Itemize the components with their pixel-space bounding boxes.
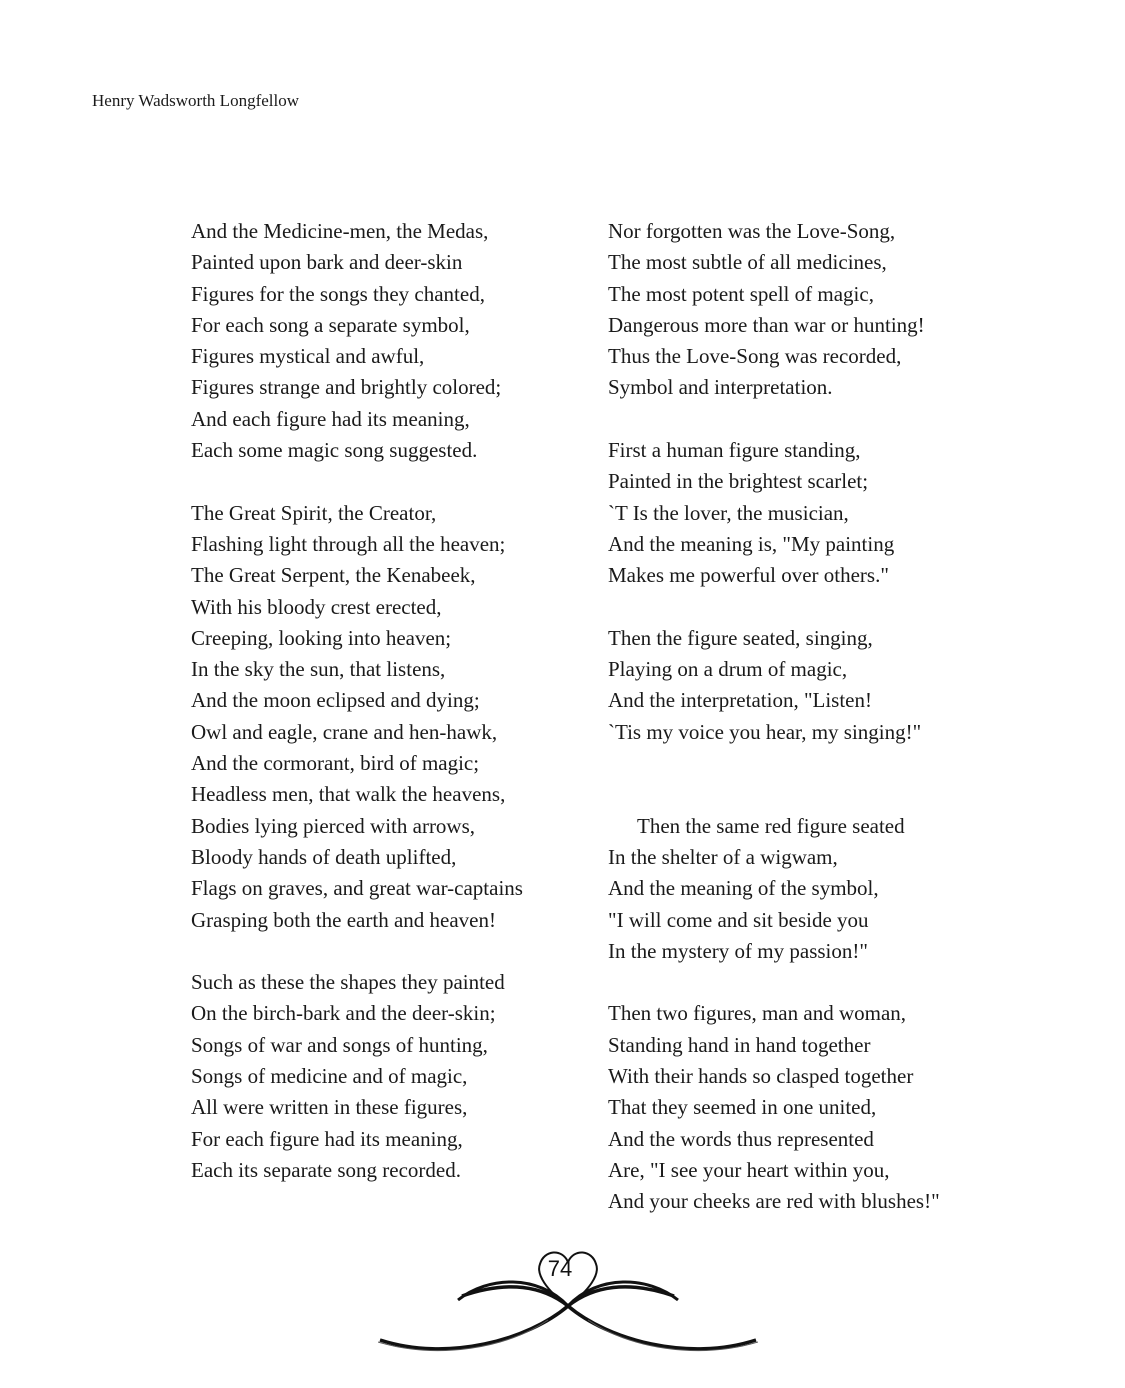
poem-line: Flags on graves, and great war-captains — [191, 876, 523, 901]
poem-line: Are, "I see your heart within you, — [608, 1157, 890, 1182]
poem-line: And the cormorant, bird of magic; — [191, 751, 480, 776]
poem-line: Makes me powerful over others." — [608, 563, 889, 588]
poem-line: `Tis my voice you hear, my singing!" — [608, 719, 922, 744]
poem-column-right — [608, 216, 1028, 1218]
poem-line: For each song a separate symbol, — [191, 312, 470, 337]
poem-line: And the meaning of the symbol, — [608, 876, 879, 901]
poem-line: Grasping both the earth and heaven! — [191, 907, 496, 932]
stanza — [608, 216, 1028, 404]
poem-line: And the Medicine-men, the Medas, — [191, 219, 489, 243]
poem-line: Then two figures, man and woman, — [608, 1001, 907, 1026]
poem-line: And the interpretation, "Listen! — [608, 688, 872, 713]
poem-line: Figures mystical and awful, — [191, 344, 425, 369]
poem-line: With their hands so clasped together — [608, 1064, 914, 1089]
poem-line: On the birch-bark and the deer-skin; — [191, 1001, 496, 1026]
poem-line: Painted upon bark and deer-skin — [191, 250, 463, 275]
stanza — [608, 998, 1028, 1217]
page-number: 74 — [547, 1256, 573, 1281]
poem-line: Owl and eagle, crane and hen-hawk, — [191, 719, 498, 744]
poem-line: That they seemed in one united, — [608, 1095, 877, 1120]
poem-line: Thus the Love-Song was recorded, — [608, 344, 902, 369]
poem-line: Bodies lying pierced with arrows, — [191, 813, 476, 838]
poem-line: All were written in these figures, — [191, 1095, 468, 1120]
poem-line: In the sky the sun, that listens, — [191, 657, 446, 682]
poem-line: And the meaning is, "My painting — [608, 531, 895, 556]
poem-line: First a human figure standing, — [608, 438, 861, 463]
poem-line: Symbol and interpretation. — [608, 375, 833, 400]
poem-line: And the moon eclipsed and dying; — [191, 688, 480, 713]
poem-line: For each figure had its meaning, — [191, 1126, 463, 1151]
poem-line: Figures strange and brightly colored; — [191, 375, 502, 400]
poem-line: The most subtle of all medicines, — [608, 250, 887, 275]
stanza — [608, 811, 1028, 967]
poem-line: "I will come and sit beside you — [608, 907, 869, 932]
poem-line: Each some magic song suggested. — [191, 438, 478, 463]
poem-line: And your cheeks are red with blushes!" — [608, 1189, 940, 1214]
poem-line: Playing on a drum of magic, — [608, 657, 848, 682]
poem-line: The Great Serpent, the Kenabeek, — [191, 563, 476, 588]
poem-line: `T Is the lover, the musician, — [608, 500, 849, 525]
poem-line: Then the same red figure seated — [637, 813, 905, 838]
poem-line: Bloody hands of death uplifted, — [191, 844, 457, 869]
poem-line: The Great Spirit, the Creator, — [191, 500, 437, 525]
poem-line: Flashing light through all the heaven; — [191, 531, 506, 556]
poem-line: In the shelter of a wigwam, — [608, 844, 838, 869]
poem-line: Dangerous more than war or hunting! — [608, 312, 925, 337]
poem-line: Nor forgotten was the Love-Song, — [608, 219, 896, 243]
poem-line: Headless men, that walk the heavens, — [191, 782, 506, 807]
poem-line: And each figure had its meaning, — [191, 406, 470, 431]
stanza — [191, 967, 571, 1186]
stanza — [191, 216, 571, 466]
poem-line: Songs of war and songs of hunting, — [191, 1032, 488, 1057]
poem-line: Standing hand in hand together — [608, 1032, 871, 1057]
running-header-author: Henry Wadsworth Longfellow — [92, 91, 299, 110]
poem-line: Then the figure seated, singing, — [608, 625, 873, 650]
stanza — [608, 435, 1028, 591]
poem-column-left — [191, 216, 571, 1186]
poem-line: Painted in the brightest scarlet; — [608, 469, 869, 494]
poem-line: In the mystery of my passion!" — [608, 938, 868, 963]
poem-line: The most potent spell of magic, — [608, 281, 874, 306]
poem-line: Such as these the shapes they painted — [191, 970, 505, 995]
poem-line: Each its separate song recorded. — [191, 1157, 461, 1182]
poem-line: Songs of medicine and of magic, — [191, 1064, 468, 1089]
poem-line: And the words thus represented — [608, 1126, 874, 1151]
poem-line: Figures for the songs they chanted, — [191, 281, 485, 306]
stanza — [608, 623, 1028, 748]
poem-line: With his bloody crest erected, — [191, 594, 442, 619]
poem-line: Creeping, looking into heaven; — [191, 625, 452, 650]
stanza — [191, 498, 571, 936]
